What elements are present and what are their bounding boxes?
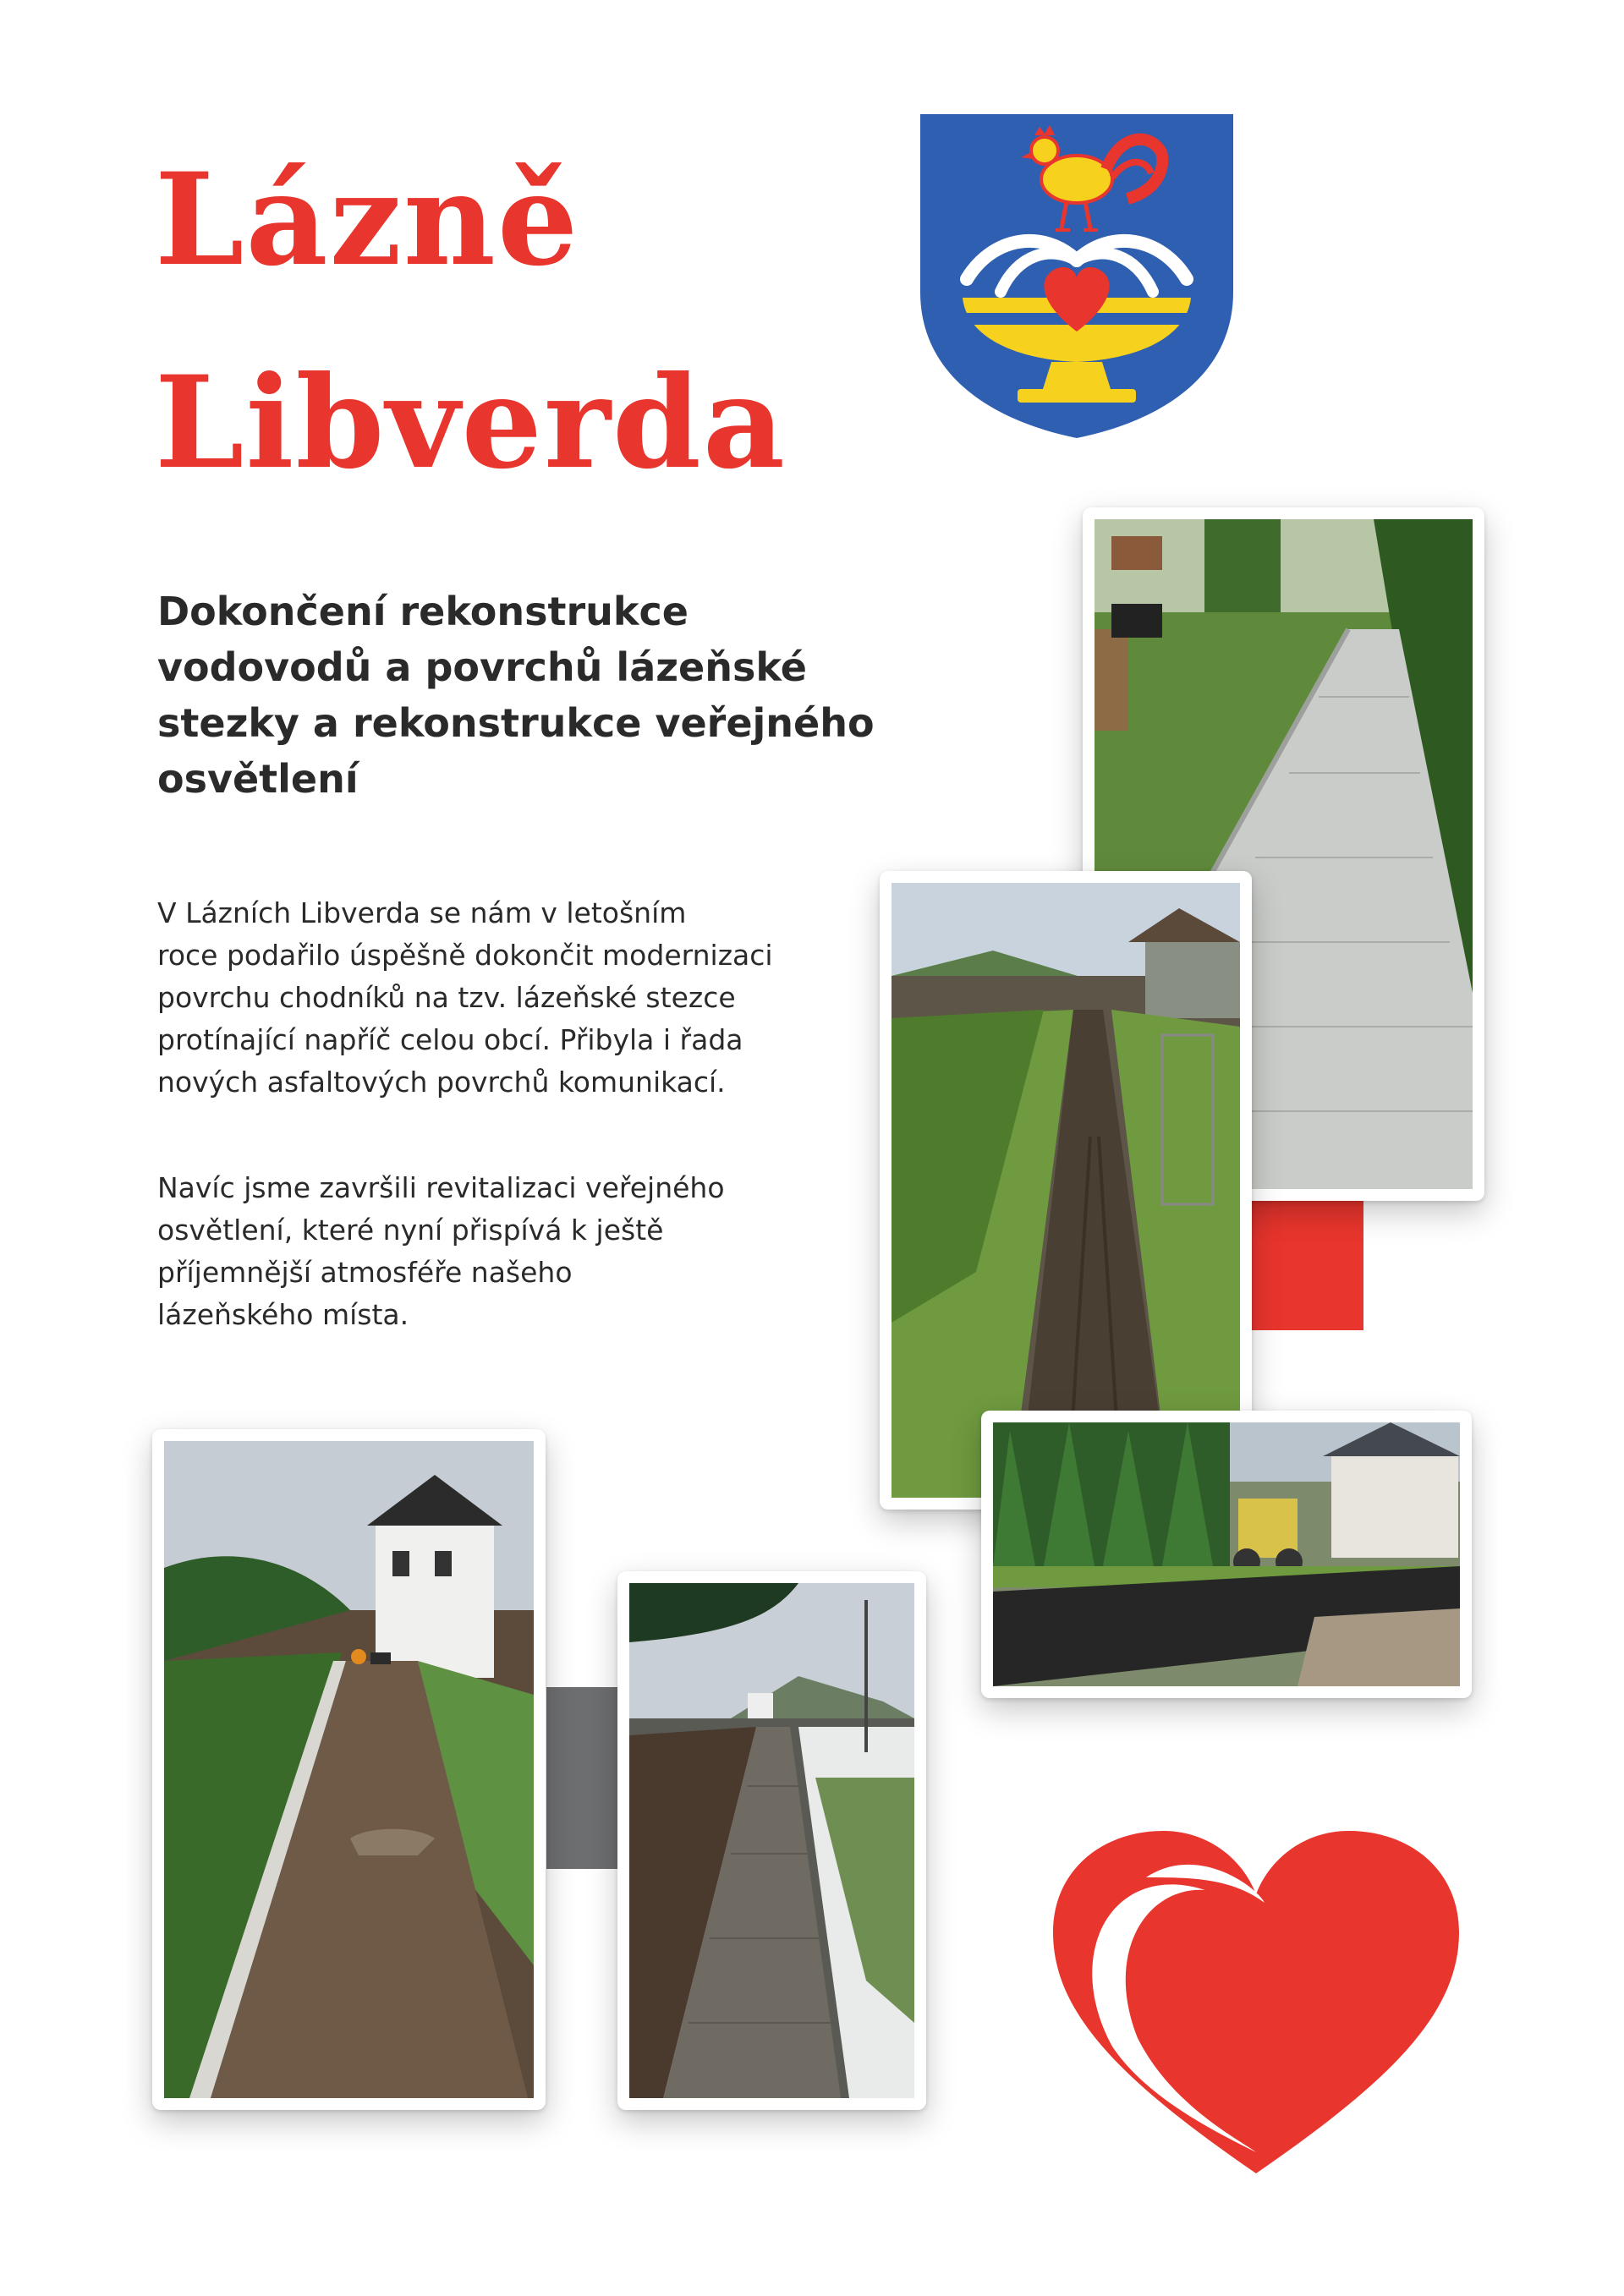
paragraph-line: příjemnější atmosféře našeho — [157, 1256, 573, 1289]
heart-icon — [1045, 1827, 1468, 2182]
paragraph-line: roce podařilo úspěšně dokončit modernizaci — [157, 939, 773, 972]
paragraph-lighting — [157, 1167, 902, 1336]
town-title-line-2: Libverda — [155, 348, 787, 497]
coat-of-arms-icon — [916, 110, 1237, 440]
red-accent-block — [1248, 1188, 1363, 1330]
headline-line: Dokončení rekonstrukce — [157, 589, 689, 634]
photo-paved-path-winter — [617, 1571, 926, 2110]
paragraph-line: nových asfaltových povrchů komunikací. — [157, 1066, 726, 1099]
paragraph-line: Navíc jsme završili revitalizaci veřejného — [157, 1171, 725, 1204]
paragraph-line: protínající napříč celou obcí. Přibyla i řada — [157, 1023, 743, 1056]
headline-line: stezky a rekonstrukce veřejného — [157, 700, 875, 746]
gray-accent-block — [546, 1687, 618, 1869]
photo-water-pipe-excavation — [152, 1429, 546, 2110]
headline-line: vodovodů a povrchů lázeňské — [157, 644, 807, 690]
paragraph-sidewalks — [157, 892, 902, 1104]
paragraph-line: povrchu chodníků na tzv. lázeňské stezce — [157, 981, 736, 1014]
paragraph-line: V Lázních Libverda se nám v letošním — [157, 896, 687, 929]
photo-new-asphalt-road — [981, 1411, 1472, 1698]
article-headline — [157, 584, 935, 807]
paragraph-line: osvětlení, které nyní přispívá k ještě — [157, 1214, 664, 1247]
town-title-line-1: Lázně — [155, 145, 580, 294]
headline-line: osvětlení — [157, 756, 359, 802]
paragraph-line: lázeňského místa. — [157, 1298, 409, 1331]
